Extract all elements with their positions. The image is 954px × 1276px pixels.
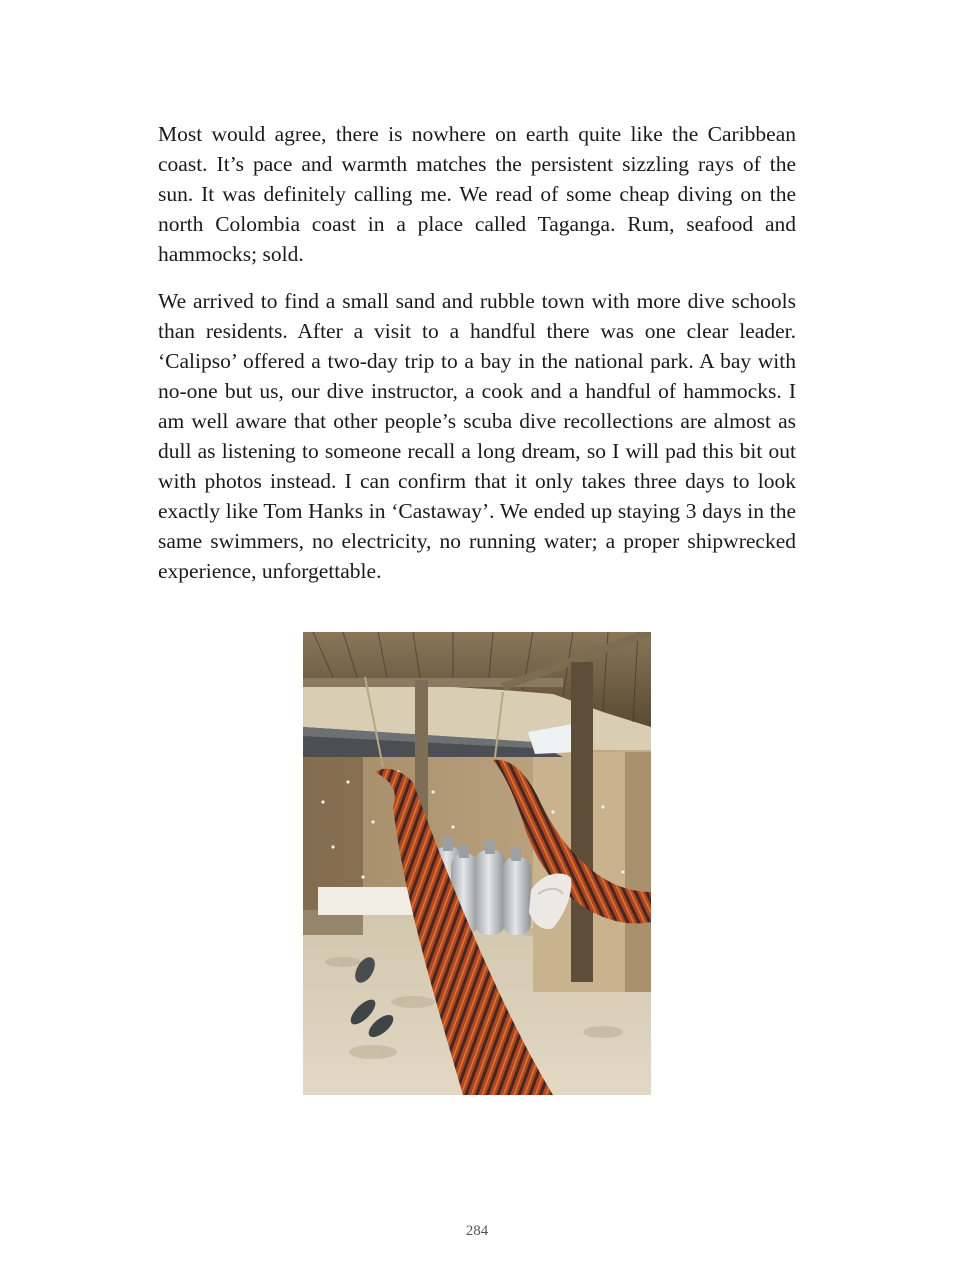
- paragraph-intro: Most would agree, there is nowhere on earth quite like the Caribbean coast. It’s pace and warmth matches the persistent sizzling rays of the sun. It was definitely calling me. We read of some cheap diving on the north Colombia coast in a place called Taganga. Rum, seafood and hammocks; sold.: [158, 122, 796, 266]
- photo-hammocks-hut: [303, 632, 651, 1095]
- paragraph-taganga-trip: We arrived to find a small sand and rubble town with more dive schools than residents. After a visit to a handful there was one clear leader. ‘Calipso’ offered a two-day trip to a bay in the national park. A bay with no-one but us, our dive instructor, a cook and a handful of hammocks. I am well aware that other people’s scuba dive recollections are almost as dull as listening to someone recall a long dream, so I will pad this bit out with photos instead. I can confirm that it only takes three days to look exactly like Tom Hanks in ‘Castaway’. We ended up staying 3 days in the same swimmers, no electricity, no running water; a proper shipwrecked experience, unforgettable.: [158, 289, 796, 583]
- page-number: 284: [465, 1223, 489, 1239]
